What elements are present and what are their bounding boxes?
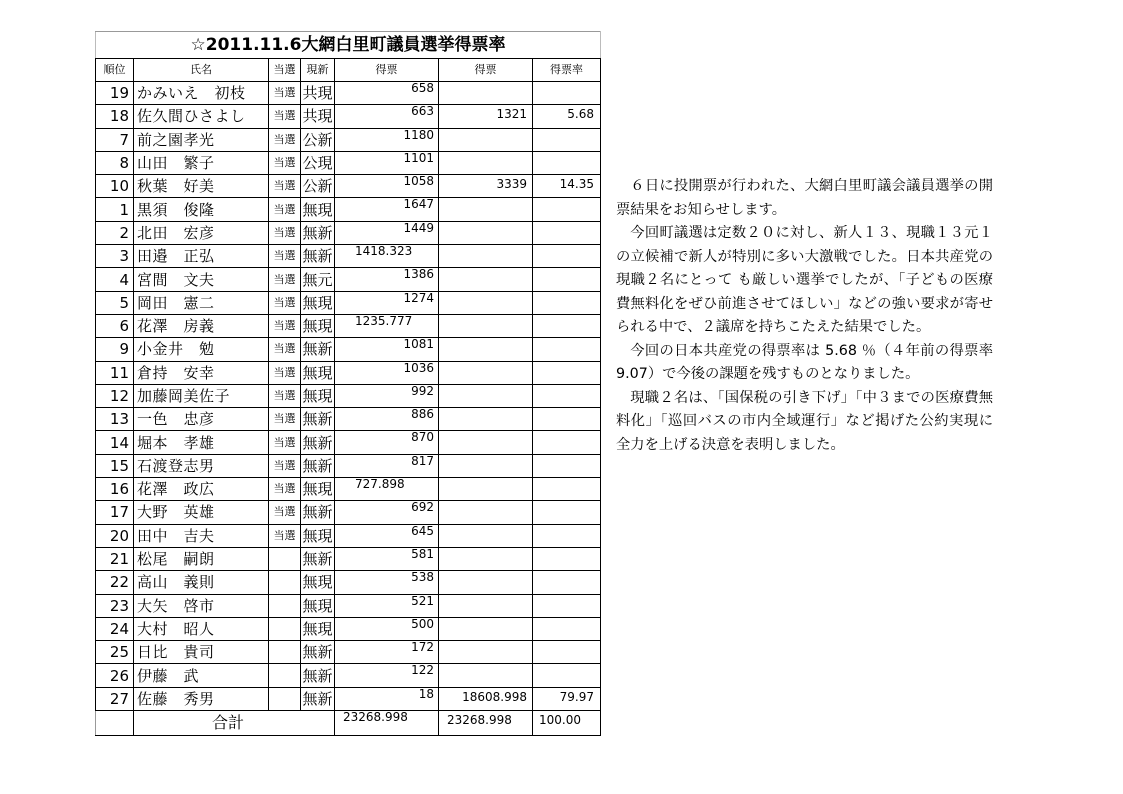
sub-votes-cell <box>439 454 533 477</box>
total-blank-cell <box>96 711 134 736</box>
rate-cell <box>533 128 601 151</box>
sub-votes-cell <box>439 338 533 361</box>
table-row <box>96 664 601 687</box>
status-cell: 公現 <box>301 151 335 174</box>
rank-cell: 25 <box>96 641 134 664</box>
elected-cell <box>269 547 301 570</box>
name-cell: 秋葉 好美 <box>134 175 269 198</box>
name-cell: 花澤 房義 <box>134 314 269 337</box>
rank-cell: 21 <box>96 547 134 570</box>
elected-cell <box>269 687 301 710</box>
rate-cell <box>533 454 601 477</box>
sub-votes-cell <box>439 384 533 407</box>
rank-cell: 23 <box>96 594 134 617</box>
table-row <box>96 384 601 407</box>
elected-cell: 当選 <box>269 384 301 407</box>
sub-votes-cell <box>439 641 533 664</box>
votes-cell: 122 <box>335 664 439 687</box>
elected-cell: 当選 <box>269 245 301 268</box>
votes-cell: 1386 <box>335 268 439 291</box>
rate-cell <box>533 82 601 105</box>
sub-votes-cell <box>439 547 533 570</box>
sub-votes-cell <box>439 314 533 337</box>
name-cell: 佐久間ひさよし <box>134 105 269 128</box>
rank-cell: 22 <box>96 571 134 594</box>
rank-cell: 24 <box>96 617 134 640</box>
header-row <box>96 59 601 82</box>
rate-cell <box>533 594 601 617</box>
status-cell: 無現 <box>301 478 335 501</box>
rank-cell: 4 <box>96 268 134 291</box>
rate-cell <box>533 408 601 431</box>
rank-cell: 16 <box>96 478 134 501</box>
status-cell: 無現 <box>301 384 335 407</box>
rank-cell: 15 <box>96 454 134 477</box>
sub-votes-cell <box>439 431 533 454</box>
votes-cell: 817 <box>335 454 439 477</box>
votes-cell: 500 <box>335 617 439 640</box>
rate-cell <box>533 384 601 407</box>
rank-cell: 20 <box>96 524 134 547</box>
sub-votes-cell: 18608.998 <box>439 687 533 710</box>
rank-cell: 7 <box>96 128 134 151</box>
elected-cell: 当選 <box>269 291 301 314</box>
name-cell: 岡田 憲二 <box>134 291 269 314</box>
rate-cell <box>533 524 601 547</box>
rate-cell: 5.68 <box>533 105 601 128</box>
status-cell: 公新 <box>301 175 335 198</box>
elected-cell: 当選 <box>269 128 301 151</box>
status-cell: 無現 <box>301 198 335 221</box>
rate-cell <box>533 571 601 594</box>
article <box>616 175 993 457</box>
status-cell: 共現 <box>301 82 335 105</box>
table-row <box>96 501 601 524</box>
status-cell: 無現 <box>301 524 335 547</box>
elected-cell: 当選 <box>269 338 301 361</box>
table-row <box>96 641 601 664</box>
sub-votes-cell <box>439 594 533 617</box>
rank-cell: 8 <box>96 151 134 174</box>
votes-cell: 645 <box>335 524 439 547</box>
status-cell: 無新 <box>301 408 335 431</box>
table-row <box>96 105 601 128</box>
name-cell: 松尾 嗣朗 <box>134 547 269 570</box>
rate-cell <box>533 245 601 268</box>
article-paragraph: 現職２名は、「国保税の引き下げ」「中３までの医療費無料化」「巡回バスの市内全域運行」など掲げた公約実現に全力を上げる決意を表明しました。 <box>616 389 993 453</box>
status-cell: 無新 <box>301 641 335 664</box>
rate-cell <box>533 641 601 664</box>
votes-cell: 581 <box>335 547 439 570</box>
rank-cell: 14 <box>96 431 134 454</box>
total-rate: 100.00 <box>533 711 601 736</box>
table-row <box>96 221 601 244</box>
votes-cell: 1180 <box>335 128 439 151</box>
table-row <box>96 687 601 710</box>
rate-cell <box>533 501 601 524</box>
header-elected: 当選 <box>269 59 301 82</box>
table-row <box>96 268 601 291</box>
votes-cell: 1058 <box>335 175 439 198</box>
name-cell: 黒須 俊隆 <box>134 198 269 221</box>
votes-cell: 1647 <box>335 198 439 221</box>
rank-cell: 12 <box>96 384 134 407</box>
sub-votes-cell <box>439 198 533 221</box>
sub-votes-cell <box>439 268 533 291</box>
elected-cell <box>269 641 301 664</box>
status-cell: 無現 <box>301 291 335 314</box>
votes-cell: 1235.777 <box>335 314 439 337</box>
header-rate: 得票率 <box>533 59 601 82</box>
rate-cell <box>533 198 601 221</box>
elected-cell: 当選 <box>269 105 301 128</box>
sub-votes-cell <box>439 291 533 314</box>
table-row <box>96 82 601 105</box>
elected-cell: 当選 <box>269 151 301 174</box>
table-row <box>96 198 601 221</box>
table-row <box>96 245 601 268</box>
name-cell: 山田 繁子 <box>134 151 269 174</box>
election-results-table <box>95 31 601 736</box>
name-cell: 宮間 文夫 <box>134 268 269 291</box>
total-sub-votes: 23268.998 <box>439 711 533 736</box>
name-cell: 日比 貴司 <box>134 641 269 664</box>
rate-cell <box>533 268 601 291</box>
name-cell: 小金井 勉 <box>134 338 269 361</box>
sub-votes-cell <box>439 82 533 105</box>
sub-votes-cell <box>439 408 533 431</box>
status-cell: 無新 <box>301 454 335 477</box>
table-row <box>96 291 601 314</box>
table-row <box>96 571 601 594</box>
rate-cell <box>533 664 601 687</box>
status-cell: 無現 <box>301 594 335 617</box>
rank-cell: 3 <box>96 245 134 268</box>
rate-cell: 79.97 <box>533 687 601 710</box>
table-row <box>96 175 601 198</box>
rate-cell: 14.35 <box>533 175 601 198</box>
rate-cell <box>533 431 601 454</box>
name-cell: 北田 宏彦 <box>134 221 269 244</box>
elected-cell: 当選 <box>269 175 301 198</box>
sub-votes-cell: 1321 <box>439 105 533 128</box>
elected-cell: 当選 <box>269 82 301 105</box>
status-cell: 無新 <box>301 245 335 268</box>
votes-cell: 1274 <box>335 291 439 314</box>
elected-cell: 当選 <box>269 454 301 477</box>
status-cell: 無新 <box>301 338 335 361</box>
elected-cell: 当選 <box>269 268 301 291</box>
name-cell: 大村 昭人 <box>134 617 269 640</box>
name-cell: 佐藤 秀男 <box>134 687 269 710</box>
rate-cell <box>533 617 601 640</box>
votes-cell: 1101 <box>335 151 439 174</box>
rate-cell <box>533 314 601 337</box>
votes-cell: 1036 <box>335 361 439 384</box>
header-name: 氏名 <box>134 59 269 82</box>
name-cell: 一色 忠彦 <box>134 408 269 431</box>
rate-cell <box>533 221 601 244</box>
votes-cell: 992 <box>335 384 439 407</box>
votes-cell: 658 <box>335 82 439 105</box>
rank-cell: 5 <box>96 291 134 314</box>
rank-cell: 11 <box>96 361 134 384</box>
votes-cell: 1081 <box>335 338 439 361</box>
article-paragraph: 今回の日本共産党の得票率は 5.68 ％（４年前の得票率 9.07）で今後の課題を残すものとなりました。 <box>616 342 993 382</box>
table-row <box>96 524 601 547</box>
table-row <box>96 128 601 151</box>
sub-votes-cell <box>439 478 533 501</box>
sub-votes-cell: 3339 <box>439 175 533 198</box>
name-cell: 大野 英雄 <box>134 501 269 524</box>
rate-cell <box>533 361 601 384</box>
name-cell: 田中 吉夫 <box>134 524 269 547</box>
sub-votes-cell <box>439 151 533 174</box>
rank-cell: 18 <box>96 105 134 128</box>
status-cell: 共現 <box>301 105 335 128</box>
table-row <box>96 478 601 501</box>
table-row <box>96 314 601 337</box>
header-votes: 得票 <box>335 59 439 82</box>
title-row <box>96 32 601 59</box>
rate-cell <box>533 151 601 174</box>
status-cell: 公新 <box>301 128 335 151</box>
status-cell: 無新 <box>301 431 335 454</box>
sub-votes-cell <box>439 221 533 244</box>
sub-votes-cell <box>439 361 533 384</box>
elected-cell <box>269 571 301 594</box>
name-cell: 高山 義則 <box>134 571 269 594</box>
table-title: ☆2011.11.6大網白里町議員選挙得票率 <box>96 32 601 59</box>
rate-cell <box>533 291 601 314</box>
table-row <box>96 361 601 384</box>
rank-cell: 10 <box>96 175 134 198</box>
status-cell: 無新 <box>301 547 335 570</box>
sub-votes-cell <box>439 664 533 687</box>
status-cell: 無現 <box>301 617 335 640</box>
total-label: 合計 <box>134 711 335 736</box>
elected-cell: 当選 <box>269 314 301 337</box>
rank-cell: 9 <box>96 338 134 361</box>
name-cell: 堀本 孝雄 <box>134 431 269 454</box>
total-votes: 23268.998 <box>335 711 439 736</box>
header-sub-votes: 得票 <box>439 59 533 82</box>
article-paragraph: 今回町議選は定数２０に対し、新人１３、現職１３元１の立候補で新人が特別に多い大激戦でした。日本共産党の現職２名にとって も厳しい選挙でしたが、「子どもの医療費無料化をぜひ前進させてほしい」などの強い要求が寄せられる中で、２議席を持ちこたえた結果でした。 <box>616 225 993 335</box>
rate-cell <box>533 478 601 501</box>
status-cell: 無新 <box>301 501 335 524</box>
sub-votes-cell <box>439 617 533 640</box>
table-row <box>96 338 601 361</box>
sub-votes-cell <box>439 501 533 524</box>
table-row <box>96 617 601 640</box>
name-cell: かみいえ 初枝 <box>134 82 269 105</box>
sub-votes-cell <box>439 524 533 547</box>
elected-cell <box>269 617 301 640</box>
votes-cell: 521 <box>335 594 439 617</box>
name-cell: 加藤岡美佐子 <box>134 384 269 407</box>
rank-cell: 19 <box>96 82 134 105</box>
elected-cell: 当選 <box>269 408 301 431</box>
votes-cell: 1449 <box>335 221 439 244</box>
table-row <box>96 547 601 570</box>
status-cell: 無現 <box>301 361 335 384</box>
status-cell: 無新 <box>301 221 335 244</box>
elected-cell: 当選 <box>269 361 301 384</box>
elected-cell: 当選 <box>269 478 301 501</box>
name-cell: 大矢 啓市 <box>134 594 269 617</box>
elected-cell <box>269 594 301 617</box>
rank-cell: 26 <box>96 664 134 687</box>
name-cell: 石渡登志男 <box>134 454 269 477</box>
elected-cell: 当選 <box>269 198 301 221</box>
table-row <box>96 431 601 454</box>
rank-cell: 2 <box>96 221 134 244</box>
table-row <box>96 454 601 477</box>
table-row <box>96 151 601 174</box>
votes-cell: 172 <box>335 641 439 664</box>
name-cell: 田邉 正弘 <box>134 245 269 268</box>
votes-cell: 870 <box>335 431 439 454</box>
elected-cell <box>269 664 301 687</box>
name-cell: 倉持 安幸 <box>134 361 269 384</box>
table-row <box>96 594 601 617</box>
votes-cell: 692 <box>335 501 439 524</box>
name-cell: 伊藤 武 <box>134 664 269 687</box>
sub-votes-cell <box>439 128 533 151</box>
rank-cell: 1 <box>96 198 134 221</box>
sub-votes-cell <box>439 245 533 268</box>
name-cell: 前之園孝光 <box>134 128 269 151</box>
status-cell: 無新 <box>301 687 335 710</box>
name-cell: 花澤 政広 <box>134 478 269 501</box>
table-row <box>96 408 601 431</box>
article-paragraph: ６日に投開票が行われた、大網白里町議会議員選挙の開票結果をお知らせします。 <box>616 178 993 218</box>
rank-cell: 27 <box>96 687 134 710</box>
votes-cell: 727.898 <box>335 478 439 501</box>
sub-votes-cell <box>439 571 533 594</box>
rate-cell <box>533 547 601 570</box>
status-cell: 無元 <box>301 268 335 291</box>
status-cell: 無現 <box>301 571 335 594</box>
rank-cell: 17 <box>96 501 134 524</box>
elected-cell: 当選 <box>269 524 301 547</box>
votes-cell: 663 <box>335 105 439 128</box>
header-rank: 順位 <box>96 59 134 82</box>
status-cell: 無新 <box>301 664 335 687</box>
votes-cell: 18 <box>335 687 439 710</box>
elected-cell: 当選 <box>269 431 301 454</box>
rate-cell <box>533 338 601 361</box>
elected-cell: 当選 <box>269 221 301 244</box>
elected-cell: 当選 <box>269 501 301 524</box>
rank-cell: 6 <box>96 314 134 337</box>
status-cell: 無現 <box>301 314 335 337</box>
votes-cell: 886 <box>335 408 439 431</box>
votes-cell: 1418.323 <box>335 245 439 268</box>
rank-cell: 13 <box>96 408 134 431</box>
total-row <box>96 711 601 736</box>
header-status: 現新 <box>301 59 335 82</box>
votes-cell: 538 <box>335 571 439 594</box>
